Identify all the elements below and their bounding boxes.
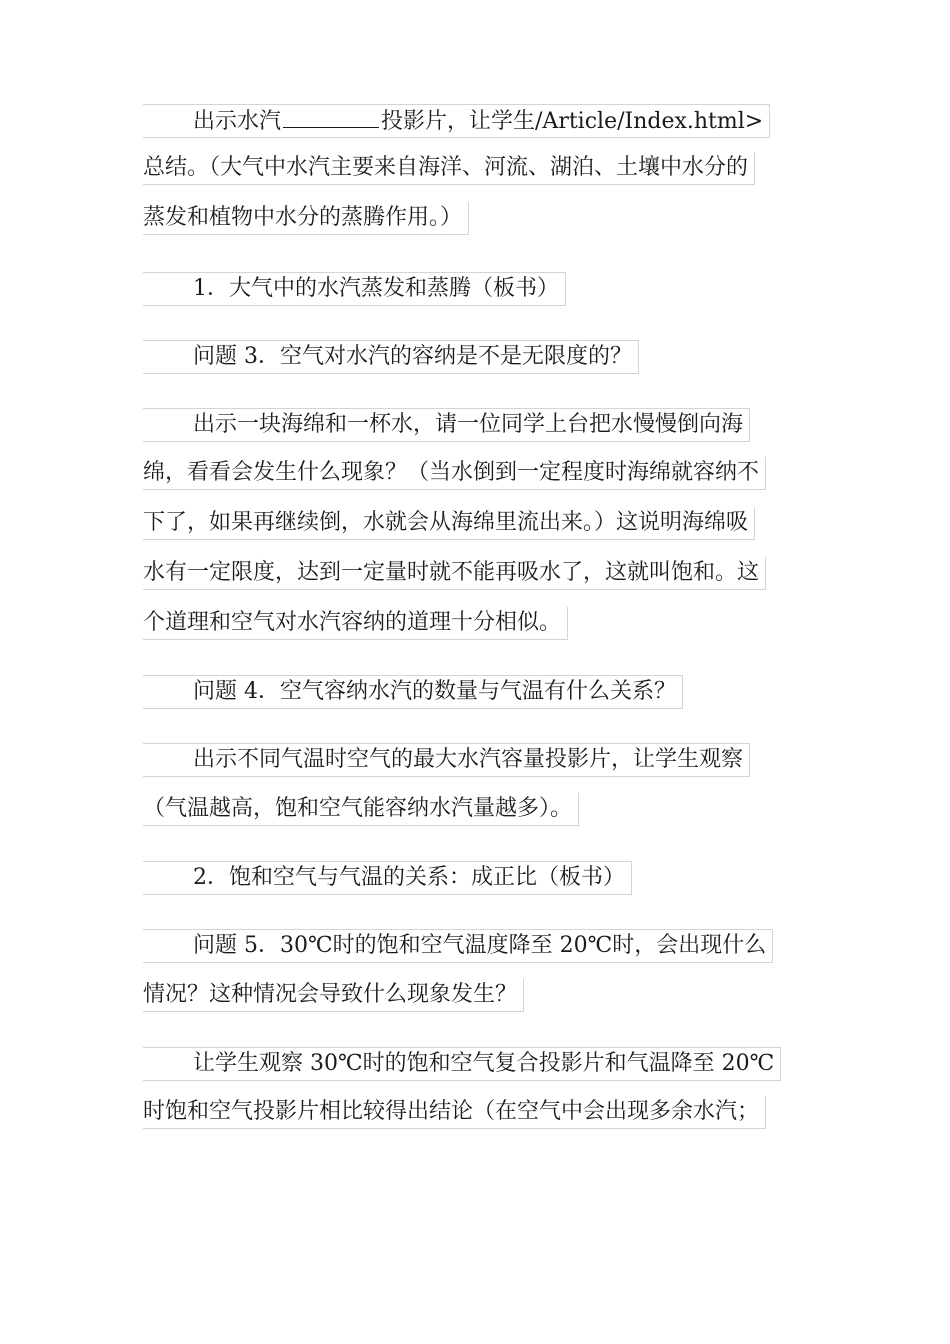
fill-blank [283,105,379,128]
question-line: 问题 5．30℃时的饱和空气温度降至 20℃时，会出现什么 [143,929,773,963]
line-text: 投影片，让学生/Article/Index.html> [381,109,764,134]
paragraph-line: 水有一定限度，达到一定量时就不能再吸水了，这就叫饱和。这 [143,557,766,590]
line-text: 出示水汽 [193,109,282,134]
paragraph-line: 个道理和空气对水汽容纳的道理十分相似。 [143,607,568,640]
paragraph-line: 蒸发和植物中水分的蒸腾作用。） [143,202,469,235]
paragraph-line: 绵，看看会发生什么现象？（当水倒到一定程度时海绵就容纳不 [143,457,766,490]
paragraph-line [143,104,770,138]
question-line: 情况？这种情况会导致什么现象发生？ [143,979,524,1012]
question-line: 问题 4．空气容纳水汽的数量与气温有什么关系？ [143,675,683,709]
paragraph-line: 让学生观察 30℃时的饱和空气复合投影片和气温降至 20℃ [143,1047,781,1081]
section-heading: 1．大气中的水汽蒸发和蒸腾（板书） [143,272,566,306]
paragraph-line: 出示不同气温时空气的最大水汽容量投影片，让学生观察 [143,743,750,777]
paragraph-line: 下了，如果再继续倒，水就会从海绵里流出来。）这说明海绵吸 [143,507,755,540]
paragraph-line: 总结。（大气中水汽主要来自海洋、河流、湖泊、土壤中水分的 [143,152,755,185]
paragraph-line: 出示一块海绵和一杯水，请一位同学上台把水慢慢倒向海 [143,408,750,442]
paragraph-line: （气温越高，饱和空气能容纳水汽量越多）。 [143,793,579,826]
paragraph-line: 时饱和空气投影片相比较得出结论（在空气中会出现多余水汽； [143,1096,766,1129]
section-heading: 2．饱和空气与气温的关系：成正比（板书） [143,861,632,895]
question-line: 问题 3．空气对水汽的容纳是不是无限度的？ [143,340,639,374]
